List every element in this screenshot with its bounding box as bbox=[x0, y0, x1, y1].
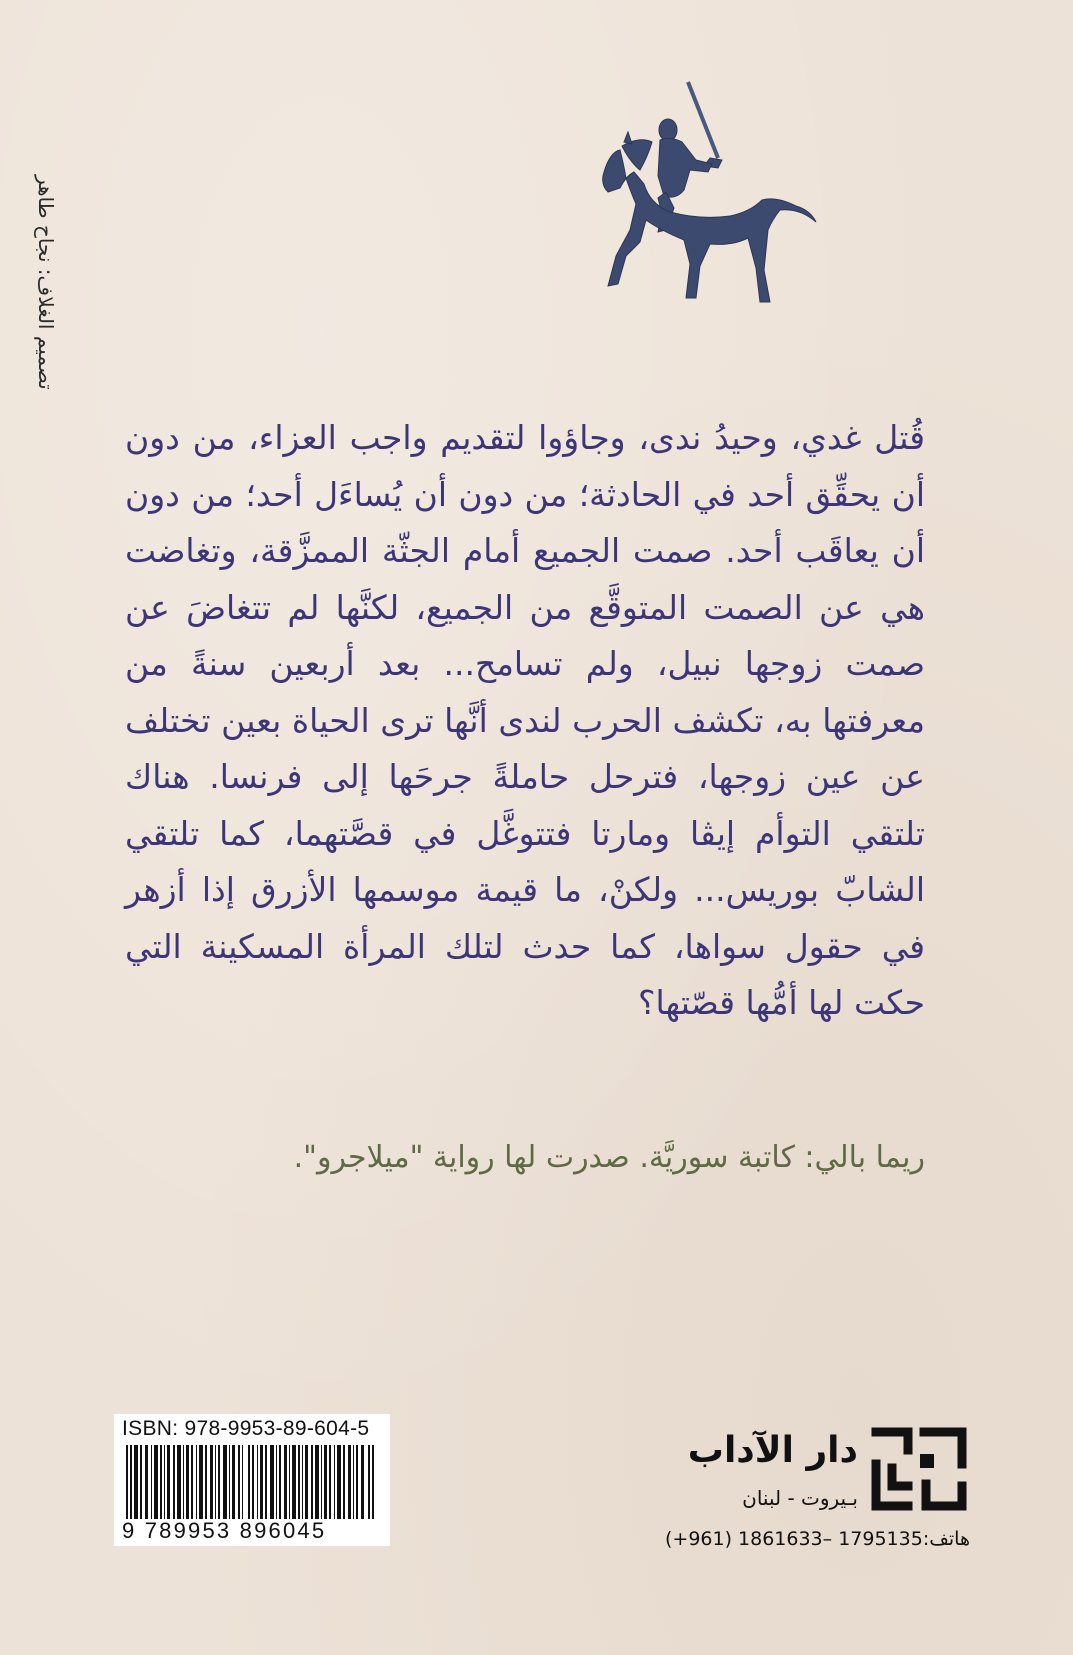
publisher-city: بـيروت - لبنان bbox=[742, 1486, 858, 1510]
isbn-label: ISBN: 978-9953-89-604-5 bbox=[122, 1417, 370, 1440]
dar-al-adab-logo-icon bbox=[868, 1424, 970, 1514]
blurb-text: قُتل غدي، وحيدُ ندى، وجاؤوا لتقديم واجب العزاء، من دون أن يحقِّق أحد في الحادثة؛ من دون أن يُساءَل أحد؛ من دون أن يعاقَب أحد. صمت الجميع أمام الجثّة الممزَّقة، وتغاضت هي عن الصمت المتوقَّع من الجميع، لكنَّها لم تتغاضَ عن صمت زوجها نبيل، ولم تسامح... بعد أربعين سنةً من معرفتها به، تكشف الحرب لندى أنَّها ترى الحياة بعين تختلف عن عين زوجها، فترحل حاملةً جرحَها إلى فرنسا. هناك تلتقي التوأم إيڤا ومارتا فتتوغَّل في قصَّتهما، كما تلتقي الشابّ بوريس... ولكنْ، ما قيمة موسمها الأزرق إذا أزهر في حقول سواها، كما حدث لتلك المرأة المسكينة التي حكت لها أمُّها قصّتها؟ bbox=[125, 418, 925, 1022]
author-note: ريما بالي: كاتبة سوريَّة. صدرت لها رواية "ميلاجرو". bbox=[293, 1140, 925, 1175]
barcode-icon bbox=[126, 1445, 380, 1527]
publisher-block bbox=[640, 1424, 970, 1564]
publisher-name: دار الآداب bbox=[687, 1430, 858, 1471]
publisher-phone: هاتف:1795135 –1861633 (961+) bbox=[664, 1528, 970, 1550]
designer-credit: تصميم الغلاف: نجاح طاهر bbox=[34, 175, 58, 390]
barcode-digits: 9 789953 896045 bbox=[122, 1519, 382, 1543]
barcode-box bbox=[114, 1414, 390, 1546]
equestrian-statue-icon bbox=[600, 80, 820, 330]
